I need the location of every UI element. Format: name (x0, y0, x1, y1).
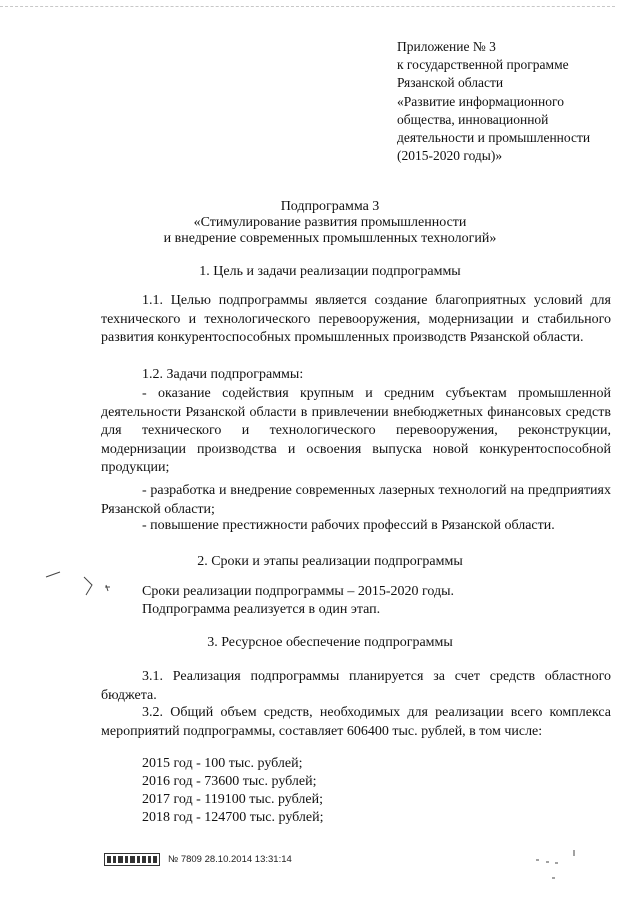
subprogram-title-line2: и внедрение современных промышленных технологий» (163, 231, 497, 246)
stamp-text: № 7809 28.10.2014 13:31:14 (168, 853, 292, 865)
year-amount-2016: 2016 год - 73600 тыс. рублей; (142, 774, 317, 789)
appendix-line: Приложение № 3 (397, 39, 496, 54)
year-amount-2015: 2015 год - 100 тыс. рублей; (142, 756, 303, 771)
section1-heading: 1. Цель и задачи реализации подпрограммы (199, 264, 461, 279)
appendix-line: общества, инновационной (397, 111, 549, 127)
appendix-line: к государственной программе (397, 57, 569, 73)
section1-tasks-label: 1.2. Задачи подпрограммы: (142, 367, 304, 382)
section3-heading: 3. Ресурсное обеспечение подпрограммы (207, 635, 453, 650)
section2-line-1: Сроки реализации подпрограммы – 2015-2020 годы. (142, 584, 455, 599)
section2-heading: 2. Сроки и этапы реализации подпрограммы (197, 554, 463, 569)
paragraph-text: 3.1. Реализация подпрограммы планируется за счет средств областного бюджета. (101, 669, 611, 703)
paragraph-text: 1.1. Целью подпрограммы является создание благоприятных условий для технического и технологического перевооружения, модернизации и стабильного развития конкурентоспособных промышленных производств Рязанской области. (101, 293, 611, 345)
appendix-line: Рязанской области (397, 75, 504, 91)
appendix-line: деятельности и промышленности (397, 130, 591, 146)
section2-line-2: Подпрограмма реализуется в один этап. (142, 602, 381, 617)
section1-task-2 (101, 482, 611, 519)
appendix-block (397, 38, 622, 165)
year-amount-2017: 2017 год - 119100 тыс. рублей; (142, 792, 323, 807)
section1-task-3: - повышение престижности рабочих профессий в Рязанской области. (142, 518, 555, 533)
scan-top-edge (0, 6, 615, 7)
margin-pen-mark-icon (44, 563, 114, 603)
appendix-line: (2015-2020 годы)» (397, 148, 503, 164)
corner-scan-dots-icon (530, 848, 590, 884)
appendix-line: «Развитие информационного (397, 93, 564, 109)
section1-task-1 (101, 385, 611, 478)
task-text: - разработка и внедрение современных лазерных технологий на предприятиях Рязанской области; (101, 483, 611, 517)
section3-paragraph-3-1 (101, 668, 611, 705)
subprogram-title-line1: «Стимулирование развития промышленности (193, 215, 467, 230)
task-text: - оказание содействия крупным и средним субъектам промышленной деятельности Рязанской области в привлечении внебюджетных финансовых средств для технического и технологического перевооружения, реконструкции, модернизации производства и освоения выпуска новой конкурентоспособной продукции; (101, 386, 611, 475)
stamp-seal-icon (104, 853, 160, 866)
section1-paragraph-1-1 (101, 292, 611, 348)
subprogram-number: Подпрограмма 3 (280, 199, 380, 214)
year-amount-2018: 2018 год - 124700 тыс. рублей; (142, 810, 324, 825)
paragraph-text: 3.2. Общий объем средств, необходимых для реализации всего комплекса мероприятий подпрограммы, составляет 606400 тыс. рублей, в том числе: (101, 705, 611, 739)
section3-paragraph-3-2 (101, 704, 611, 741)
registration-stamp (104, 852, 292, 866)
